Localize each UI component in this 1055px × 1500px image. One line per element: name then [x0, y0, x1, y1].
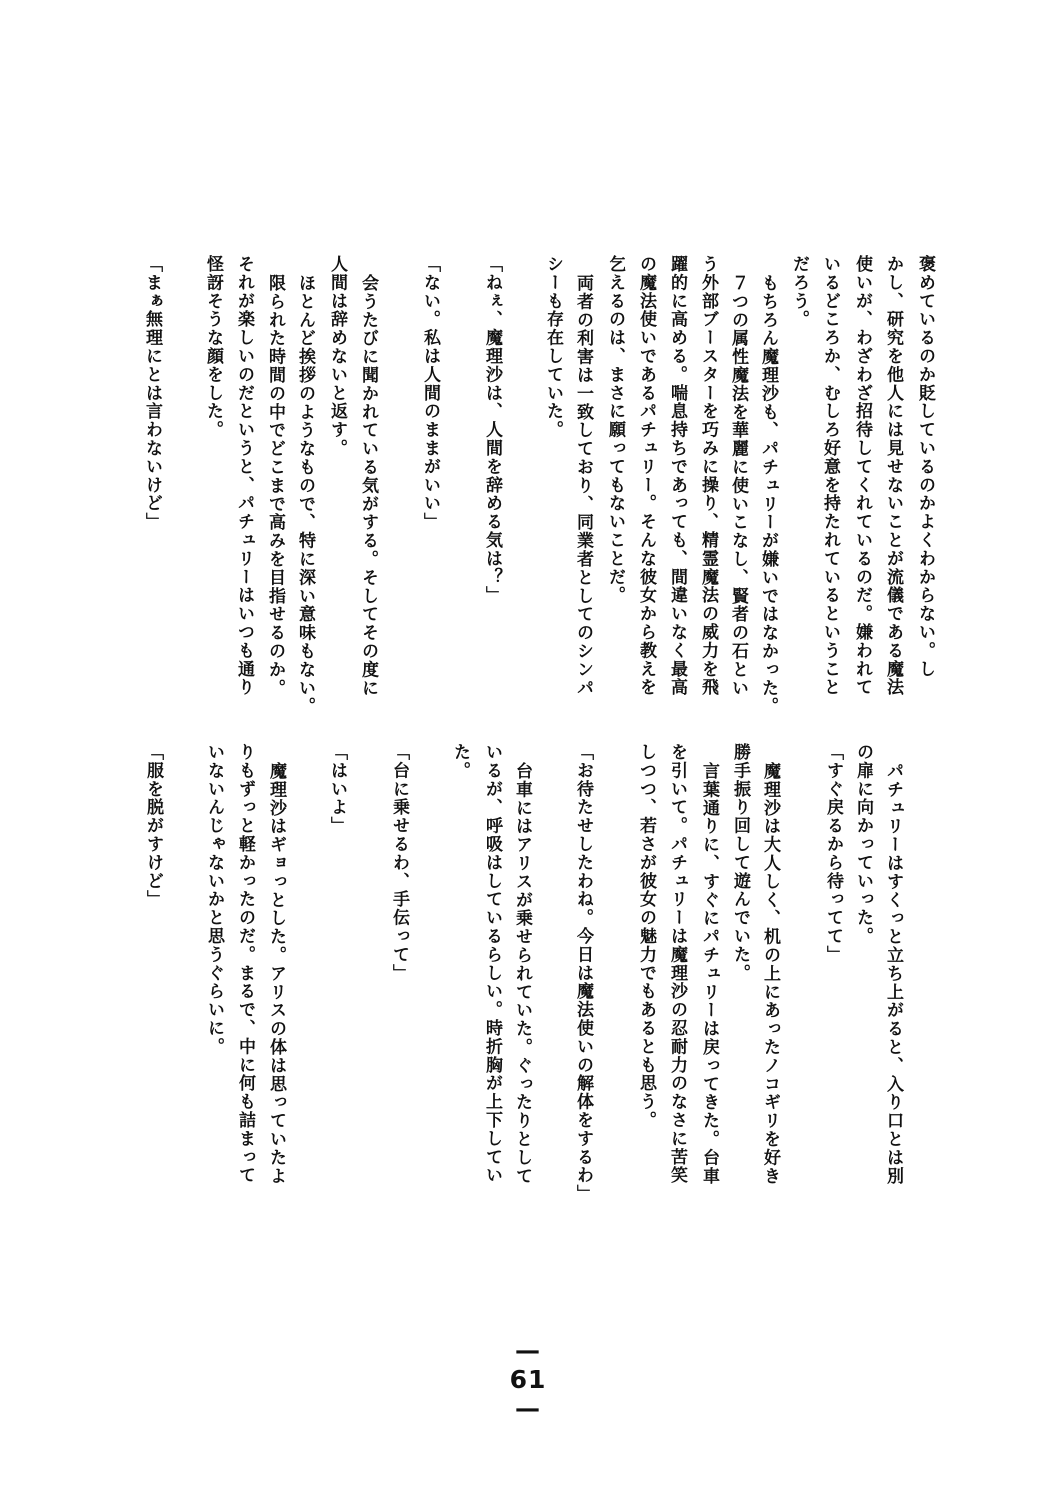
text-line: 怪訝そうな顔をした。 [203, 255, 223, 439]
text-line: 限られた時間の中でどこまで高みを目指せるのか。 [265, 274, 285, 698]
text-line: 褒めているのか貶しているのかよくわからない。し [915, 255, 935, 679]
dialogue-line: 「すぐ戻るから待ってて」 [823, 743, 843, 964]
text-line: 会うたびに聞かれている気がする。そしてその度に [358, 274, 378, 698]
text-line: 魔理沙はギョっとした。アリスの体は思っていたよ [266, 762, 286, 1186]
dialogue-line: 「台に乗せるわ、手伝って」 [389, 743, 409, 983]
text-line: 言葉通りに、すぐにパチュリーは戻ってきた。台車 [699, 762, 719, 1186]
text-line: 勝手振り回して遊んでいた。 [730, 743, 750, 983]
text-line: シーも存在していた。 [543, 255, 563, 439]
dialogue-line: 「ない。私は人間のままがいい」 [420, 255, 440, 531]
dialogue-line: 「服を脱がすけど」 [143, 743, 163, 909]
text-line: う外部ブースターを巧みに操り、精霊魔法の威力を飛 [698, 255, 718, 697]
text-line: 魔理沙は大人しく、机の上にあったノコギリを好き [760, 762, 780, 1186]
text-line: それが楽しいのだというと、パチュリーはいつも通り [234, 255, 254, 697]
text-line: かし、研究を他人には見せないことが流儀である魔法 [883, 255, 903, 697]
text-line: 両者の利害は一致しており、同業者としてのシンパ [573, 274, 593, 698]
dialogue-line: 「はいよ」 [327, 743, 347, 835]
dialogue-line: 「お待たせしたわね。今日は魔法使いの解体をするわ」 [573, 743, 593, 1203]
page-number: —61— [509, 1336, 547, 1423]
text-line: いないんじゃないかと思うぐらいに。 [204, 743, 224, 1056]
text-line: を引いて。パチュリーは魔理沙の忍耐力のなさに苦笑 [667, 743, 687, 1185]
text-line: りもずっと軽かったのだ。まるで、中に何も詰まって [235, 743, 255, 1185]
text-line: だろう。 [789, 255, 809, 329]
text-line: もちろん魔理沙も、パチュリーが嫌いではなかった。 [758, 274, 778, 716]
text-line: 人間は辞めないと返す。 [327, 255, 347, 458]
text-line: いるどころか、むしろ好意を持たれているということ [820, 255, 840, 697]
text-line: 乞えるのは、まさに願ってもないことだ。 [605, 255, 625, 605]
dialogue-line: 「まぁ無理にとは言わないけど」 [142, 255, 162, 531]
text-line: 使いが、わざわざ招待してくれているのだ。嫌われて [852, 255, 872, 697]
text-line: の扉に向かっていった。 [853, 743, 873, 946]
text-line: ７つの属性魔法を華麗に使いこなし、賢者の石とい [728, 274, 748, 698]
text-line: 台車にはアリスが乗せられていた。ぐったりとして [512, 762, 532, 1186]
text-line: いるが、呼吸はしているらしい。時折胸が上下してい [482, 743, 502, 1185]
text-line: た。 [450, 743, 470, 780]
text-line: しつつ、若さが彼女の魅力でもあるとも思う。 [636, 743, 656, 1130]
dialogue-line: 「ねぇ、魔理沙は、人間を辞める気は？」 [482, 255, 502, 605]
text-line: パチュリーはすくっと立ち上がると、入り口とは別 [883, 762, 903, 1186]
text-line: ほとんど挨拶のようなもので、特に深い意味もない。 [295, 274, 315, 716]
text-line: の魔法使いであるパチュリー。そんな彼女から教えを [636, 255, 656, 697]
text-line: 躍的に高める。喘息持ちであっても、間違いなく最高 [667, 255, 687, 697]
